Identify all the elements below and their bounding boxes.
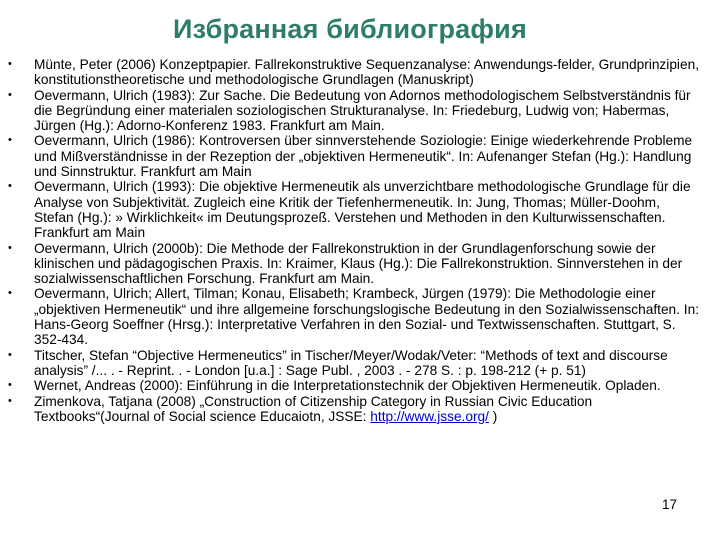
bullet-icon: • (8, 394, 12, 407)
bullet-icon: • (8, 134, 12, 147)
entry-text: Oevermann, Ulrich (1983): Zur Sache. Die Bedeutung von Adornos methodologischem Selbstverständnis für die Begründung einer materialen soziologischen Strukturanalyse. In: Friedeburg, Ludwig von; Habermas, Jürgen (Hg.): Adorno-Konferenz 1983. Frankfurt am Main. (34, 87, 691, 134)
entry-text: Münte, Peter (2006) Konzeptpapier. Fallrekonstruktive Sequenzanalyse: Anwendungs-felder, Grundprinzipien, konstitutionstheoretische und methodologische Grundlagen (Manuskript) (34, 57, 699, 88)
entry-text: Oevermann, Ulrich (1986): Kontroversen über sinnverstehende Soziologie: Einige wiederkehrende Probleme und Mißverständnisse in der Rezeption der „objektiven Hermeneutik“. In: Aufenanger Stefan (Hg.): Handlung und Sinnstruktur. Frankfurt am Main (34, 133, 693, 180)
entry-text: Titscher, Stefan “Objective Hermeneutics” in Tischer/Meyer/Wodak/Veter: “Methods of text and discourse analysis” /... . - Reprint. . - London [u.a.] : Sage Publ. , 2003 . - 278 S. : p. 198-212 (+ p. 51) (34, 347, 668, 378)
entry-text: Oevermann, Ulrich (1993): Die objektive Hermeneutik als unverzichtbare methodologische Grundlage für die Analyse von Subjektivität. Zugleich eine Kritik der Tiefenhermeneutik. In: Jung, Thomas; Müller-Doohm, Stefan (Hg.): » Wirklichkeit« im Deutungsprozeß. Verstehen und Methoden in den Kulturwissenschaften. Frankfurt am Main (34, 179, 691, 241)
entry-suffix: ) (488, 408, 498, 424)
jsse-link[interactable]: http://www.jsse.org/ (370, 408, 489, 424)
bibliography-entry (8, 133, 703, 179)
bullet-icon: • (8, 379, 12, 392)
bullet-icon: • (8, 348, 12, 361)
entry-text: Wernet, Andreas (2000): Einführung in die Interpretationstechnik der Objektiven Hermeneutik. Opladen. (34, 378, 661, 394)
bibliography-list (8, 57, 703, 424)
entry-text: Oevermann, Ulrich; Allert, Tilman; Konau, Elisabeth; Krambeck, Jürgen (1979): Die Methodologie einer „objektiven Hermeneutik“ und ihre allgemeine forschungslogische Bedeutung in den Sozialwissenschaften. In: Hans-Georg Soeffner (Hrsg.): Interpretative Verfahren in den Sozial- und Textwissenschaften. Stuttgart, S. 352-434. (34, 286, 699, 348)
bullet-icon: • (8, 58, 12, 70)
bibliography-entry (8, 57, 703, 88)
entry-text: Oevermann, Ulrich (2000b): Die Methode der Fallrekonstruktion in der Grundlagenforschung sowie der klinischen und pädagogischen Praxis. In: Kraimer, Klaus (Hg.): Die Fallrekonstruktion. Sinnverstehen in der sozialwissenschaftlichen Forschung. Frankfurt am Main. (34, 240, 683, 287)
bibliography-entry (8, 179, 703, 240)
slide-title: Избранная библиография (173, 14, 527, 44)
bibliography-entry (8, 286, 703, 347)
bullet-icon: • (8, 241, 12, 254)
bibliography-entry (8, 378, 703, 393)
bullet-icon: • (8, 287, 12, 300)
entry-text: Zimenkova, Tatjana (2008) „Construction of Citizenship Category in Russian Civic Education Textbooks“(Journal of Social science Educaiotn, JSSE: (34, 393, 593, 424)
bullet-icon: • (8, 180, 12, 193)
page-number: 17 (662, 497, 678, 512)
bibliography-entry (8, 241, 703, 287)
bullet-icon: • (8, 88, 12, 101)
bibliography-entry (8, 348, 703, 379)
bibliography-entry (8, 88, 703, 134)
bibliography-entry (8, 394, 703, 425)
